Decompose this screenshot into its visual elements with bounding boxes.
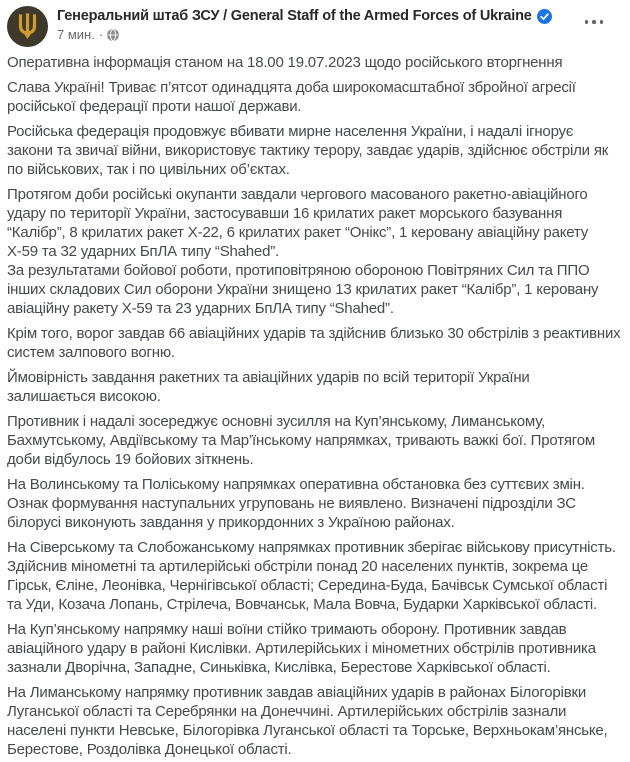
more-options-button[interactable] <box>578 12 610 32</box>
post-paragraph: За результатами бойової роботи, протиповітряною обороною Повітряних Сил та ППО інших складових Сил оборони України знищено 13 крилатих ракет “Калібр”, 1 керовану авіаційну ракету Х-59 та 23 ударних БпЛА типу “Shahed”. <box>7 262 599 317</box>
header-text <box>57 6 620 42</box>
post-paragraph: Оперативна інформація станом на 18.00 19.07.2023 щодо російського вторгнення <box>7 54 563 71</box>
post-header <box>0 0 630 47</box>
post-paragraph: На Куп’янському напрямку наші воїни стійко тримають оборону. Противник завдав авіаційного удару в районі Кислівки. Артилерійських і мінометних обстрілів противника зазнали Дворічна, Западне, Синьківка, Кислівка, Берестове Харківської області. <box>7 621 596 676</box>
page-avatar[interactable] <box>7 6 48 47</box>
post-paragraph: На Лиманському напрямку противник завдав авіаційних ударів в районах Білогорівки Луганської області та Серебрянки на Донеччині. Артилерійських обстрілів зазнали населені пункти Невське, Білогорівка Луганської області та Торське, Верхньокам’янське, Берестове, Роздолівка Донецької області. <box>7 684 608 758</box>
post-paragraph: Ймовірність завдання ракетних та авіаційних ударів по всій території України залишається високою. <box>7 369 530 405</box>
post-text <box>0 47 630 759</box>
post-paragraph: Крім того, ворог завдав 66 авіаційних ударів та здійснив близько 30 обстрілів з реактивних систем залпового вогню. <box>7 325 621 361</box>
meta-separator: · <box>98 27 104 42</box>
dot-icon <box>585 20 589 24</box>
globe-privacy-icon <box>107 29 119 41</box>
post-paragraph: На Сіверському та Слобожанському напрямках противник зберігає військову присутність. Здійснив мінометні та артилерійські обстріли понад 20 населених пунктів, зокрема це Гірськ, Єліне, Леонівка, Чернігівської області; Середина-Буда, Бачівськ Сумської області та Уди, Козача Лопань, Стрілеча, Вовчанськ, Мала Вовча, Бударки Харківської області. <box>7 539 616 613</box>
post-paragraph: Російська федерація продовжує вбивати мирне населення України, і надалі ігнорує закони та звичаї війни, використовує тактику терору, завдає ударів, здійснює обстріли як по військових, так і по цивільних об’єктах. <box>7 123 609 178</box>
post-paragraph: Слава Україні! Триває п’ятсот одинадцята доба широкомасштабної збройної агресії російської федерації проти нашої держави. <box>7 79 576 115</box>
post-paragraph: Противник і надалі зосереджує основні зусилля на Куп’янському, Лиманському, Бахмутському, Авдіївському та Мар’їнському напрямках, тривають важкі бої. Протягом доби відбулось 19 бойових зіткнень. <box>7 413 595 468</box>
page-name-link[interactable]: Генеральний штаб ЗСУ / General Staff of the Armed Forces of Ukraine <box>57 8 532 24</box>
post-paragraph: На Волинському та Поліському напрямках оперативна обстановка без суттєвих змін. Ознак формування наступальних угруповань не виявлено. Визначені підрозділи ЗС білорусі виконують завдання у прикордонних з Україною районах. <box>7 476 585 531</box>
trident-logo-icon <box>7 6 48 47</box>
dot-icon <box>600 20 604 24</box>
post-paragraph: Протягом доби російські окупанти завдали чергового масованого ракетно-авіаційного удару по території України, застосувавши 16 крилатих ракет морського базування “Калібр”, 8 крилатих ракет Х-22, 6 крилатих ракет “Онікс”, 1 керовану авіаційну ракету Х-59 та 32 ударних БпЛА типу “Shahed”. <box>7 186 589 260</box>
name-row <box>57 8 620 24</box>
timestamp-link[interactable]: 7 мин. <box>57 27 95 42</box>
dot-icon <box>592 20 596 24</box>
verified-badge-icon <box>537 9 552 24</box>
post-meta <box>57 27 620 42</box>
